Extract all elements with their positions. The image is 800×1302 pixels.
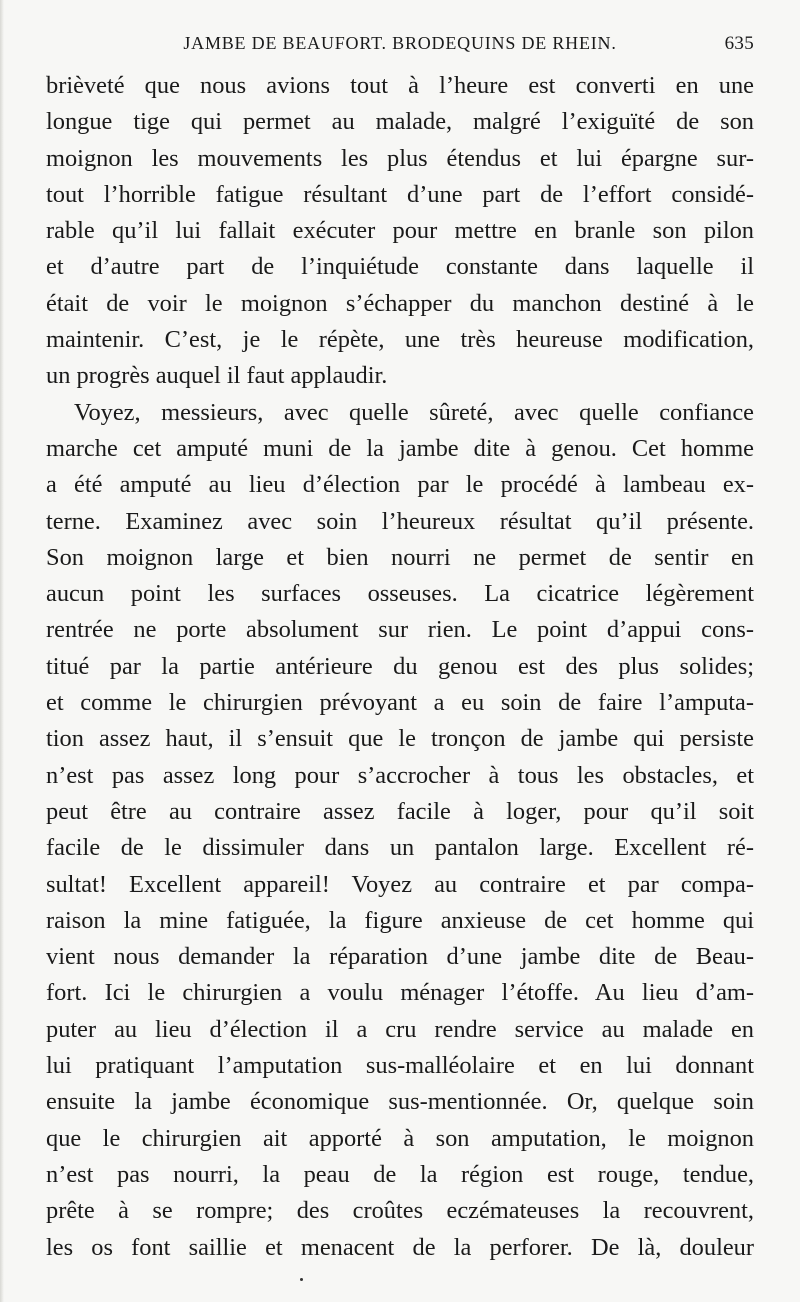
running-title: JAMBE DE BEAUFORT. BRODEQUINS DE RHEIN. <box>183 33 617 53</box>
text-line: moignon les mouvements les plus étendus et lui épargne sur- <box>46 144 754 172</box>
text-line: Voyez, messieurs, avec quelle sûreté, avec quelle confiance <box>74 398 754 426</box>
text-line: les os font saillie et menacent de la perforer. De là, douleur <box>46 1233 754 1261</box>
text-line: Son moignon large et bien nourri ne permet de sentir en <box>46 543 754 571</box>
page-edge-shadow <box>0 0 4 1302</box>
text-line: aucun point les surfaces osseuses. La cicatrice légèrement <box>46 580 754 608</box>
text-line: que le chirurgien ait apporté à son amputation, le moignon <box>46 1124 754 1152</box>
text-line: sultat! Excellent appareil! Voyez au contraire et par compa- <box>46 870 754 898</box>
text-line: et d’autre part de l’inquiétude constante dans laquelle il <box>46 253 754 281</box>
text-line: rentrée ne porte absolument sur rien. Le point d’appui cons- <box>46 616 754 644</box>
running-head <box>46 30 754 60</box>
text-line: était de voir le moignon s’échapper du manchon destiné à le <box>46 289 754 317</box>
text-line: fort. Ici le chirurgien a voulu ménager l’étoffe. Au lieu d’am- <box>46 979 754 1007</box>
text-line: puter au lieu d’élection il a cru rendre service au malade en <box>46 1015 754 1043</box>
text-line: et comme le chirurgien prévoyant a eu soin de faire l’amputa- <box>46 689 754 717</box>
text-line: marche cet amputé muni de la jambe dite à genou. Cet homme <box>46 434 754 462</box>
text-line: tion assez haut, il s’ensuit que le tronçon de jambe qui persiste <box>46 725 754 753</box>
text-line: raison la mine fatiguée, la figure anxieuse de cet homme qui <box>46 906 754 934</box>
text-line: titué par la partie antérieure du genou est des plus solides; <box>46 652 754 680</box>
page-number: 635 <box>724 33 754 54</box>
text-line: n’est pas assez long pour s’accrocher à tous les obstacles, et <box>46 761 754 789</box>
text-line: peut être au contraire assez facile à loger, pour qu’il soit <box>46 797 754 825</box>
text-line: tout l’horrible fatigue résultant d’une part de l’effort considé- <box>46 180 754 208</box>
text-line: terne. Examinez avec soin l’heureux résultat qu’il présente. <box>46 507 754 535</box>
text-line: longue tige qui permet au malade, malgré l’exiguïté de son <box>46 108 754 136</box>
ink-speck <box>300 1278 303 1281</box>
text-line: lui pratiquant l’amputation sus-malléolaire et en lui donnant <box>46 1052 754 1080</box>
text-line: n’est pas nourri, la peau de la région est rouge, tendue, <box>46 1160 754 1188</box>
text-line: un progrès auquel il faut applaudir. <box>46 362 388 390</box>
text-line: ensuite la jambe économique sus-mentionnée. Or, quelque soin <box>46 1088 754 1116</box>
body-text <box>46 68 754 1266</box>
text-line: rable qu’il lui fallait exécuter pour mettre en branle son pilon <box>46 217 754 245</box>
text-line: brièveté que nous avions tout à l’heure est converti en une <box>46 72 754 99</box>
text-line: facile de le dissimuler dans un pantalon large. Excellent ré- <box>46 834 754 862</box>
text-line: a été amputé au lieu d’élection par le procédé à lambeau ex- <box>46 471 754 499</box>
text-line: prête à se rompre; des croûtes eczémateuses la recouvrent, <box>46 1197 754 1225</box>
text-line: maintenir. C’est, je le répète, une très heureuse modification, <box>46 326 754 354</box>
text-line: vient nous demander la réparation d’une jambe dite de Beau- <box>46 943 754 971</box>
